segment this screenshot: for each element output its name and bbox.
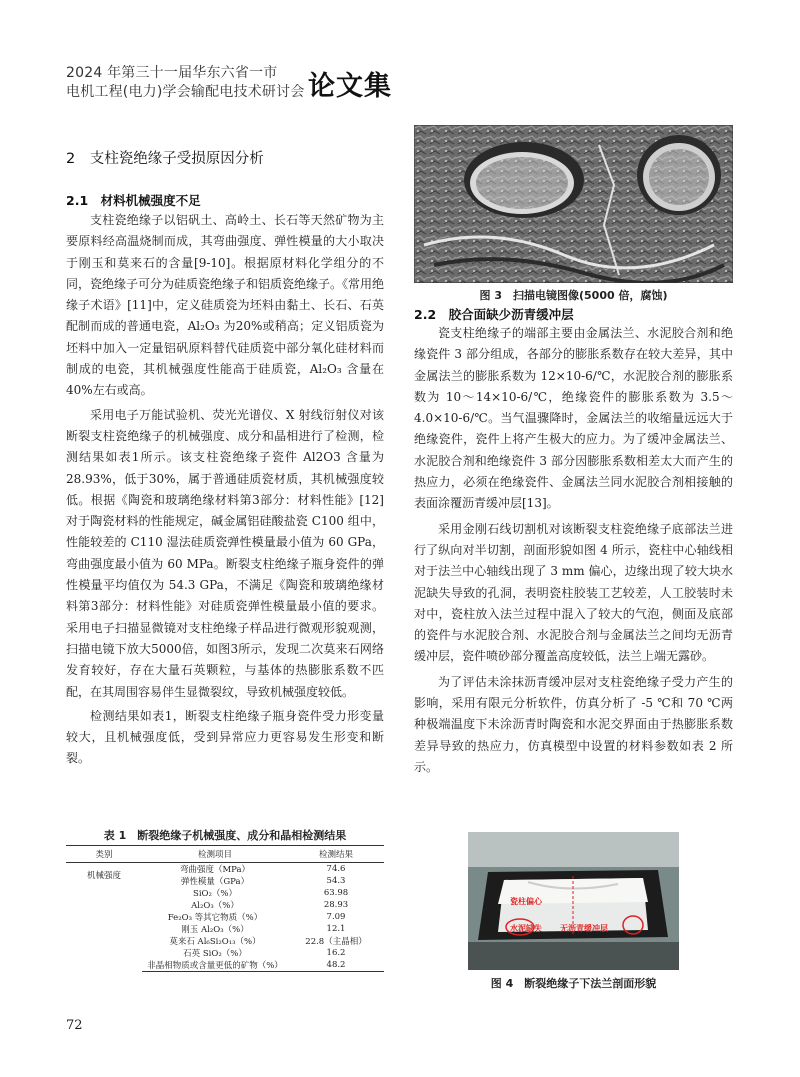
- table-row: [66, 863, 384, 876]
- label-cement-missing: 水泥缺失: [510, 924, 542, 933]
- right-column-body: [414, 323, 733, 778]
- value-cell: 74.6: [326, 864, 346, 874]
- value-cell: 54.3: [326, 876, 346, 886]
- column-header: 检测项目: [142, 846, 288, 863]
- category-cell: 机械强度: [86, 871, 121, 881]
- value-cell: 7.09: [326, 912, 346, 922]
- paragraph: 采用金刚石线切割机对该断裂支柱瓷绝缘子底部法兰进行了纵向对半切割，剖面形貌如图 4 所示，瓷柱中心轴线相对于法兰中心轴线出现了 3 mm 偏心，边缘出现了较大块水泥缺失导致的孔洞，表明瓷柱胶装工艺较差，人工胶装时未对中，瓷柱放入法兰过程中混入了较大的气泡，侧面及底部的瓷件与水泥胶合剂、水泥胶合剂与金属法兰之间均无沥青缓冲层，瓷件喷砂部分覆盖高度较低，法兰上端无露砂。: [414, 521, 733, 664]
- value-cell: 28.93: [323, 900, 349, 910]
- item-cell: Al₂O₃（%）: [191, 901, 239, 911]
- category-cell: [66, 923, 142, 972]
- column-header: 类别: [66, 846, 142, 863]
- column-header: 检测结果: [288, 846, 384, 863]
- value-cell: 22.8（主晶相）: [305, 937, 367, 947]
- item-cell: 莫来石 Al₆Si₂O₁₃（%）: [169, 937, 261, 947]
- category-cell: [66, 887, 142, 923]
- item-cell: Fe₂O₃ 等其它物质（%）: [167, 913, 263, 923]
- value-cell: 12.1: [326, 924, 346, 934]
- value-cell: 16.2: [326, 948, 346, 958]
- figure-3-caption: 图 3 扫描电镜图像(5000 倍，腐蚀): [479, 289, 668, 302]
- table-caption: 表 1 断裂绝缘子机械强度、成分和晶相检测结果: [103, 829, 347, 842]
- paragraph: 检测结果如表1，断裂支柱绝缘子瓶身瓷件受力形变量较大，且机械强度低，受到异常应力更容易发生形变和断裂。: [66, 708, 384, 766]
- proceedings-title-line2: 电机工程(电力)学会输配电技术研讨会: [66, 84, 305, 100]
- label-eccentricity: 瓷柱偏心: [510, 897, 542, 906]
- proceedings-title: [66, 64, 326, 102]
- table-header-row: [66, 846, 384, 863]
- subsection-heading-2-1: 2.1 材料机械强度不足: [66, 193, 201, 208]
- section-heading: 2 支柱瓷绝缘子受损原因分析: [66, 151, 264, 167]
- paragraph: 为了评估未涂抹沥青缓冲层对支柱瓷绝缘子受力产生的影响，采用有限元分析软件，仿真分析了 -5 ℃和 70 ℃两种极端温度下未涂沥青时陶瓷和水泥交界面由于热膨胀系数差异导致的热应力，仿真模型中设置的材料参数如表 2 所示。: [414, 674, 733, 774]
- label-no-asphalt: 无沥青缓冲层: [560, 924, 608, 933]
- item-cell: 弹性模量（GPa）: [180, 877, 250, 887]
- paragraph: 支柱瓷绝缘子以铝矾土、高岭土、长石等天然矿物为主要原料经高温烧制而成，其弯曲强度、弹性模量的大小取决于刚玉和莫来石的含量[9-10]。根据原材料化学组分的不同，瓷绝缘子可分为硅质瓷绝缘子和铝质瓷绝缘子。《常用绝缘子术语》[11]中，定义硅质瓷为坯料由黏土、长石、石英配制而成的普通电瓷，Al₂O₃ 为20%或稍高；定义铝质瓷为坯料中加入一定量铝矾原料替代硅质瓷中部分氧化硅材料而制成的电瓷，其机械强度性能高于硅质瓷，Al₂O₃ 含量在40%左右或高。: [66, 213, 385, 398]
- item-cell: 弯曲强度（MPa）: [179, 865, 251, 875]
- item-cell: 非晶相物质或含量更低的矿物（%）: [142, 959, 288, 972]
- item-cell: SiO₂（%）: [193, 889, 237, 899]
- results-table: [66, 845, 384, 972]
- flange-section-photo: [468, 832, 679, 970]
- item-cell: 石英 SiO₂（%）: [183, 949, 247, 959]
- proceedings-label: 论文集: [308, 71, 392, 102]
- paragraph: 瓷支柱绝缘子的端部主要由金属法兰、水泥胶合剂和绝缘瓷件 3 部分组成，各部分的膨胀系数存在较大差异，其中金属法兰的膨胀系数为 12×10-6/℃，水泥胶合剂的膨胀系数为 10～14×10-6/℃，绝缘瓷件的膨胀系数为 3.5～4.0×10-6/℃。当气温骤降时，金属法兰的收缩量远远大于绝缘瓷件，瓷件上将产生极大的应力。为了缓冲金属法兰、水泥胶合剂和绝缘瓷件 3 部分因膨胀系数相差太大而产生的热应力，必须在绝缘瓷件、金属法兰同水泥胶合剂相接触的表面涂覆沥青缓冲层[13]。: [414, 326, 733, 511]
- subsection-heading-2-2: 2.2 胶合面缺少沥青缓冲层: [414, 307, 574, 322]
- sem-micrograph: [414, 125, 733, 283]
- value-cell: 63.98: [323, 888, 349, 898]
- value-cell: 48.2: [288, 959, 384, 972]
- table-row: [66, 887, 384, 899]
- figure-4-caption: 图 4 断裂绝缘子下法兰剖面形貌: [490, 977, 657, 990]
- item-cell: 刚玉 Al₂O₃（%）: [181, 925, 249, 935]
- table-row: [66, 923, 384, 935]
- paragraph: 采用电子万能试验机、荧光光谱仪、X 射线衍射仪对该断裂支柱瓷绝缘子的机械强度、成分和晶相进行了检测，检测结果如表1所示。该支柱瓷绝缘子瓷件 Al2O3 含量为28.93%，低于30%，属于普通硅质瓷材质，其机械强度较低。根据《陶瓷和玻璃绝缘材料第3部分：材料性能》[12]对于陶瓷材料的性能规定，碱金属铝硅酸盐瓷 C100 组中，性能较差的 C110 湿法硅质瓷弹性模量最小值为 60 GPa，弯曲强度最小值为 60 MPa。断裂支柱绝缘子瓶身瓷件的弹性模量平均值仅为 54.3 GPa，不满足《陶瓷和玻璃绝缘材料第3部分：材料性能》对硅质瓷弹性模量最小值的要求。采用电子扫描显微镜对支柱绝缘子样品进行微观形貌观测，扫描电镜下放大5000倍，如图3所示，发现二次莫来石网络发育较好，存在大量石英颗粒，与基体的热膨胀系数不匹配，在其周围容易伴生显微裂纹，导致机械强度较低。: [66, 407, 384, 699]
- left-column-body: [66, 210, 384, 770]
- page-number: 72: [66, 1018, 83, 1033]
- proceedings-title-line1: 2024 年第三十一届华东六省一市: [66, 65, 278, 81]
